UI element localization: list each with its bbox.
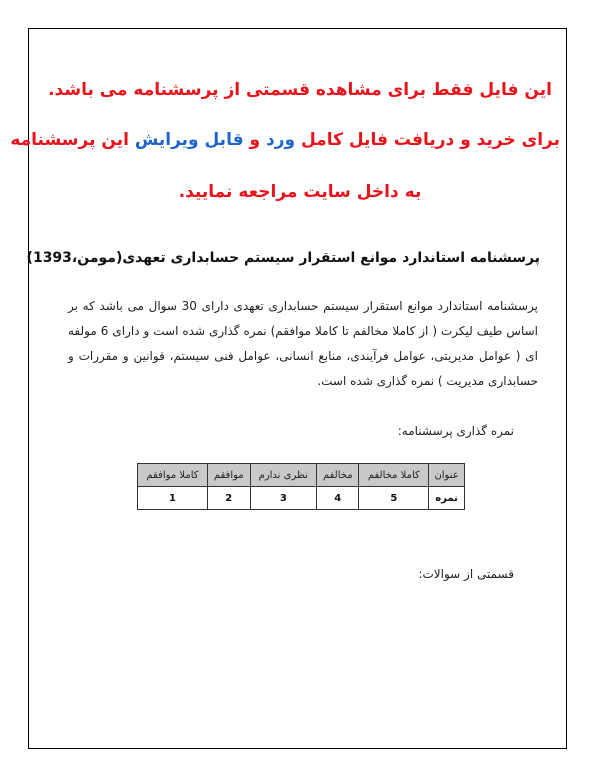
notice-line-2 <box>10 130 560 150</box>
value-cell-disagree: 4 <box>317 487 359 510</box>
document-paragraph: پرسشنامه استاندارد موانع استقرار سیستم حسابداری تعهدی دارای 30 سوال می باشد که بر اساس طیف لیکرت ( از کاملا مخالفم تا کاملا موافقم) نمره گذاری شده است و دارای 6 مولفه ای ( عوامل مدیریتی، عوامل فرآیندی، منابع انسانی، عوامل فنی سیستم، قوانین و مقررات و حسابداری مدیریت ) نمره گذاری شده است. <box>68 299 539 388</box>
value-cell-strongly-agree: 1 <box>138 487 208 510</box>
notice-editable-highlight: قابل ویرایش <box>134 130 244 150</box>
value-cell-strongly-disagree: 5 <box>359 487 429 510</box>
header-cell-strongly-agree: کاملا موافقم <box>138 464 208 487</box>
score-table <box>137 463 465 510</box>
header-cell-title: عنوان <box>429 464 465 487</box>
score-heading: نمره گذاری پرسشنامه: <box>397 424 514 438</box>
header-cell-strongly-disagree: کاملا مخالفم <box>359 464 429 487</box>
notice-line-2-part2: این پرسشنامه <box>10 130 135 150</box>
header-cell-agree: موافقم <box>207 464 250 487</box>
notice-line-2-part1: برای خرید و دریافت فایل کامل <box>295 130 560 150</box>
notice-line-1 <box>40 80 560 100</box>
notice-line-1-text: این فایل فقط برای مشاهده قسمتی از پرسشنامه می باشد. <box>48 80 552 100</box>
document-title: پرسشنامه استاندارد موانع استقرار سیستم حسابداری تعهدی(مومن،1393) <box>26 250 540 266</box>
notice-line-3 <box>40 182 560 202</box>
notice-word-highlight: ورد <box>266 130 296 150</box>
notice-line-3-text: به داخل سایت مراجعه نمایید. <box>178 182 422 202</box>
value-cell-neutral: 3 <box>250 487 317 510</box>
questions-heading: قسمتی از سوالات: <box>418 567 514 581</box>
header-cell-neutral: نظری ندارم <box>250 464 317 487</box>
value-cell-agree: 2 <box>207 487 250 510</box>
score-table-value-row <box>138 487 465 510</box>
score-table-header-row <box>138 464 465 487</box>
header-cell-disagree: مخالفم <box>317 464 359 487</box>
value-cell-label: نمره <box>429 487 465 510</box>
notice-line-2-and: و <box>243 130 266 150</box>
